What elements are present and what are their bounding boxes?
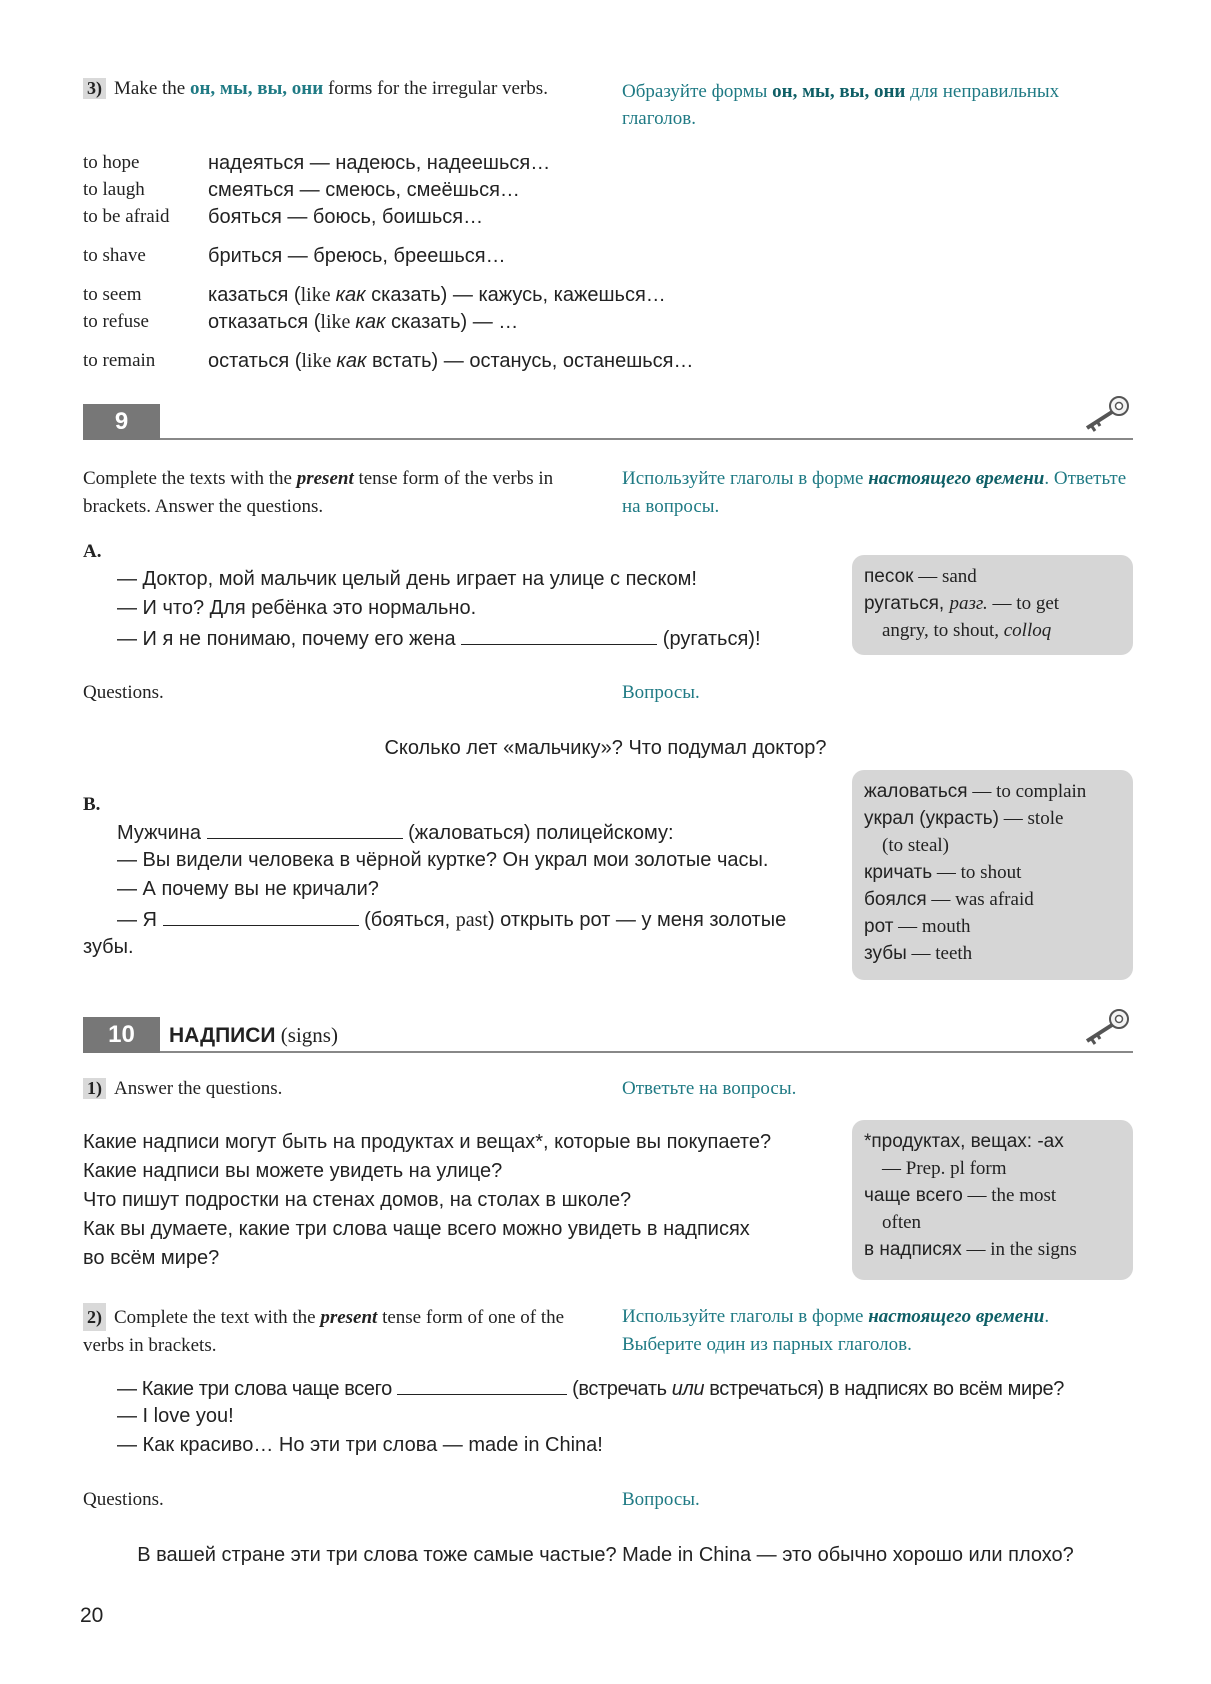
verb-ru: бояться — боюсь, боишься… — [208, 206, 484, 228]
dialogue-line: — И что? Для ребёнка это нормально. — [117, 597, 477, 619]
exercise-number: 10 — [83, 1017, 160, 1053]
part-number: 3) — [83, 78, 106, 99]
dialogue-line: — Как красиво… Но эти три слова — made in China! — [117, 1434, 603, 1456]
gloss-box-signs: *продуктах, вещах: -ах — Prep. pl form чаще всего — the most often в надписях — in the signs — [852, 1120, 1133, 1280]
question-line: Что пишут подростки на стенах домов, на столах в школе? — [83, 1189, 632, 1211]
part-number: 2) — [83, 1303, 106, 1331]
part-number: 1) — [83, 1078, 106, 1099]
question-text: Сколько лет «мальчику»? Что подумал доктор? — [384, 737, 827, 759]
verb-en: to laugh — [83, 179, 145, 200]
ex8-3-instruction-en: 3) Make the он, мы, вы, они forms for the irregular verbs. — [83, 78, 548, 100]
key-icon — [1081, 1007, 1133, 1047]
gloss-box-a: песок — sand ругаться, разг. — to get angry, to shout, colloq — [852, 555, 1133, 655]
dialogue-line: — Какие три слова чаще всего (встречать или встречаться) в надписях во всём мире? — [117, 1378, 1064, 1400]
ex9-instruction-en: Complete the texts with the present tense form of the verbs in brackets. Answer the questions. — [83, 468, 554, 517]
verb-en: to remain — [83, 350, 156, 371]
verb-en: to shave — [83, 245, 146, 266]
ex10-part1-instruction-en: 1) Answer the questions. — [83, 1078, 282, 1100]
dialogue-line: — А почему вы не кричали? — [117, 878, 379, 900]
dialogue-line: — Вы видели человека в чёрной куртке? Он украл мои золотые часы. — [117, 849, 769, 871]
verb-ru: остаться (like как встать) — останусь, останешься… — [208, 350, 694, 372]
question-line: Какие надписи вы можете увидеть на улице? — [83, 1160, 503, 1182]
key-icon — [1081, 394, 1133, 434]
dialogue-line: — Доктор, мой мальчик целый день играет на улице с песком! — [117, 568, 697, 590]
dialogue-line: — И я не понимаю, почему его жена (ругаться)! — [117, 628, 761, 650]
section-b-label: B. — [83, 794, 101, 815]
question-line: Как вы думаете, какие три слова чаще всего можно увидеть в надписях — [83, 1218, 750, 1240]
answer-blank[interactable] — [397, 1376, 567, 1395]
verb-ru: бриться — бреюсь, бреешься… — [208, 245, 506, 267]
verb-en: to seem — [83, 284, 142, 305]
answer-blank[interactable] — [163, 907, 359, 926]
question-list — [83, 1128, 823, 1273]
verb-ru: надеяться — надеюсь, надеешься… — [208, 152, 551, 174]
dialogue-line: — I love you! — [117, 1405, 234, 1427]
questions-label-ru: Вопросы. — [622, 1489, 700, 1510]
gloss-box-b: жаловаться — to complain украл (украсть) — stole (to steal) кричать — to shout боялся — was afraid рот — mouth зубы — teeth — [852, 770, 1133, 980]
ex10-part1-instruction-ru: Ответьте на вопросы. — [622, 1078, 797, 1099]
answer-blank[interactable] — [461, 626, 657, 645]
verb-en: to be afraid — [83, 206, 170, 227]
questions-label-ru: Вопросы. — [622, 682, 700, 703]
verb-ru: отказаться (like как сказать) — … — [208, 311, 519, 333]
verb-en: to refuse — [83, 311, 149, 332]
header-rule — [160, 1051, 1133, 1053]
dialogue-line: Мужчина (жаловаться) полицейскому: — [117, 822, 674, 844]
verb-ru: казаться (like как сказать) — кажусь, кажешься… — [208, 284, 666, 306]
verb-en: to hope — [83, 152, 140, 173]
answer-blank[interactable] — [207, 820, 403, 839]
questions-label-en: Questions. — [83, 682, 164, 703]
exercise-9-header — [83, 404, 1133, 440]
question-line: во всём мире? — [83, 1247, 220, 1269]
verb-ru: смеяться — смеюсь, смеёшься… — [208, 179, 520, 201]
ex9-instruction-ru: Используйте глаголы в форме настоящего времени. Ответьте на вопросы. — [622, 468, 1127, 517]
page-number: 20 — [80, 1604, 104, 1627]
dialogue-line: — Я (бояться, past) открыть рот — у меня золотые — [117, 909, 787, 931]
header-rule — [160, 438, 1133, 440]
question-line: Какие надписи могут быть на продуктах и вещах*, которые вы покупаете? — [83, 1131, 772, 1153]
ex8-3-instruction-ru: Образуйте формы он, мы, вы, они для неправильных глаголов. — [622, 81, 1060, 129]
dialogue-line: зубы. — [83, 936, 134, 958]
exercise-number: 9 — [83, 404, 160, 440]
ex10-part2-instruction-ru: Используйте глаголы в форме настоящего времени. Выберите один из парных глаголов. — [622, 1306, 1050, 1355]
exercise-10-header — [83, 1017, 1133, 1053]
exercise-title: НАДПИСИ (signs) — [169, 1023, 338, 1047]
section-a-label: A. — [83, 541, 102, 562]
questions-label-en: Questions. — [83, 1489, 164, 1510]
question-text: В вашей стране эти три слова тоже самые частые? Made in China — это обычно хорошо или плохо? — [137, 1544, 1074, 1566]
ex10-part2-instruction-en: 2) Complete the text with the present tense form of one of the verbs in brackets. — [83, 1303, 603, 1360]
